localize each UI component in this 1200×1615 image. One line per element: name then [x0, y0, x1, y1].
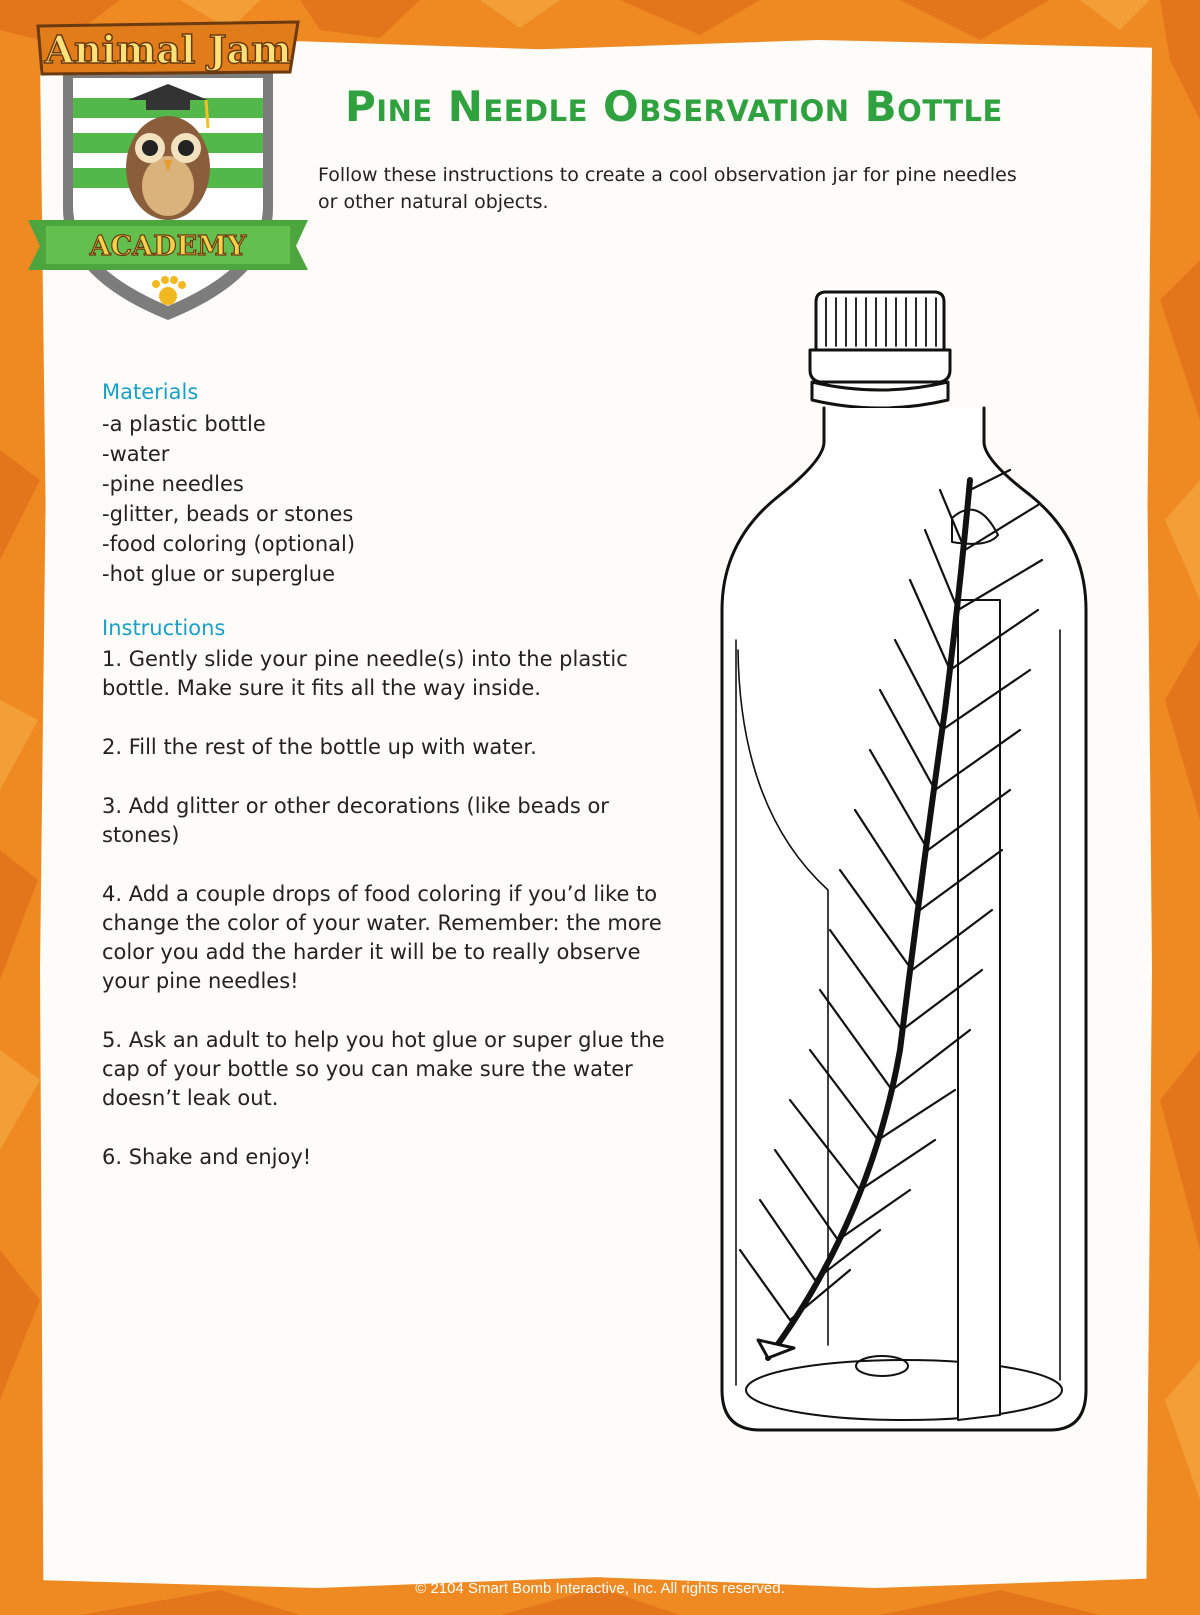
instructions-heading: Instructions	[102, 616, 226, 640]
instructions-list	[102, 645, 672, 1202]
intro-text: Follow these instructions to create a cool observation jar for pine needles or other natural objects.	[318, 164, 1017, 213]
instruction-step: 6. Shake and enjoy!	[102, 1145, 312, 1169]
instruction-step: 5. Ask an adult to help you hot glue or super glue the cap of your bottle so you can make sure the water doesn’t leak out.	[102, 1028, 665, 1110]
materials-list	[102, 409, 355, 589]
logo-wordmark: Animal Jam	[44, 27, 292, 72]
instruction-step: 2. Fill the rest of the bottle up with water.	[102, 735, 537, 759]
logo-banner-text: ACADEMY	[89, 231, 247, 262]
animal-jam-academy-logo	[28, 8, 308, 328]
list-item: -hot glue or superglue	[102, 562, 336, 586]
list-item: -water	[102, 442, 170, 466]
list-item: -glitter, beads or stones	[102, 502, 354, 526]
copyright-footer: © 2104 Smart Bomb Interactive, Inc. All rights reserved.	[415, 1580, 785, 1597]
instruction-step: 4. Add a couple drops of food coloring if you’d like to change the color of your water. Remember: the more color you add the harder it will be to really observe your pine needles!	[102, 882, 662, 993]
list-item: -food coloring (optional)	[102, 532, 356, 556]
list-item: -pine needles	[102, 472, 244, 496]
materials-heading: Materials	[102, 380, 199, 404]
pine-needle-bottle-illustration	[720, 290, 1090, 1470]
instruction-step: 1. Gently slide your pine needle(s) into the plastic bottle. Make sure it fits all the way inside.	[102, 647, 628, 700]
page-title: Pine Needle Observation Bottle	[345, 82, 1003, 131]
instruction-step: 3. Add glitter or other decorations (like beads or stones)	[102, 794, 609, 847]
list-item: -a plastic bottle	[102, 412, 266, 436]
